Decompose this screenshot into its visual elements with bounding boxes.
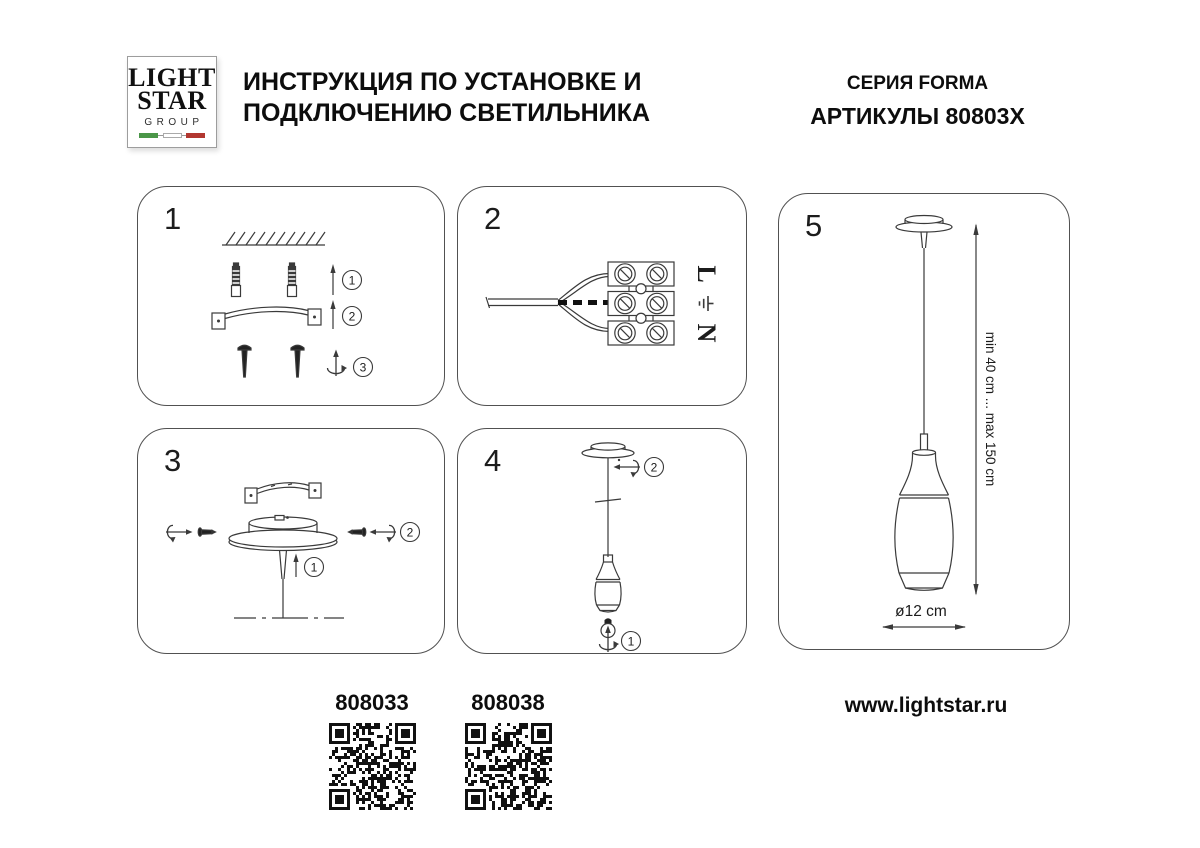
flag-green [139,133,158,138]
screw-icon [349,528,366,536]
qr-code-icon [465,723,552,810]
step-3-number: 3 [164,443,182,478]
step-4-number: 4 [484,443,502,478]
neutral-wire-label: N [692,323,721,343]
arrow-up-icon [330,300,335,329]
lamp-shade-icon [595,555,621,612]
svg-text:1: 1 [348,273,356,288]
ceiling-canopy-icon [229,516,337,551]
lightstar-logo [127,56,217,148]
articles-title: АРТИКУЛЫ 80803X [810,103,1025,129]
callout-1 [343,271,362,290]
italian-flag-icon [139,133,205,138]
logo-line-group: GROUP [144,116,204,128]
page-title-line2: ПОДКЛЮЧЕНИЮ СВЕТИЛЬНИКА [243,98,651,127]
height-dimension [973,224,998,596]
step-3-panel [137,428,445,654]
series-block [775,73,1060,130]
article-number-2: 808038 [471,690,545,715]
earth-icon [700,296,714,311]
svg-text:2: 2 [348,309,356,324]
diameter-dimension [882,603,966,630]
screw-icon [198,528,215,536]
step-2-number: 2 [484,201,502,236]
screw-rotation-icon [614,460,641,477]
suspension-cord-icon [595,458,621,557]
callout-2 [343,307,362,326]
article-number-1: 808033 [335,690,409,715]
step-1-number: 1 [164,201,182,236]
power-cable-icon [486,274,610,332]
terminal-block-icon [608,262,674,345]
screw-rotation-icon [370,525,397,542]
flag-white [163,133,182,138]
svg-text:1: 1 [627,634,635,649]
website-url: www.lightstar.ru [844,694,1008,717]
step-5-diagram [779,194,1069,649]
logo-wordmark [128,63,216,128]
step-2-panel [457,186,747,406]
svg-text:2: 2 [406,525,414,540]
suspension-cord-icon [921,248,928,451]
callout-1 [622,632,641,651]
page-title-line1: ИНСТРУКЦИЯ ПО УСТАНОВКЕ И [243,68,642,96]
lamp-shade-icon [895,450,953,591]
live-wire-label: L [692,265,721,283]
logo-line-star: STAR [137,85,207,115]
wall-anchor-icon [232,263,297,297]
ceiling-hatch-icon [222,232,325,245]
step-1-diagram [138,187,444,405]
step-4-panel [457,428,747,654]
screw-icon [238,345,304,377]
flag-red [186,133,205,138]
mounting-bracket-icon [245,483,321,503]
svg-text:1: 1 [310,560,318,575]
step-3-diagram [138,429,444,653]
callout-3 [354,358,373,377]
step-2-diagram [458,187,746,405]
qr-code-icon [329,723,416,810]
step-5-panel [778,193,1070,650]
mounting-bracket-icon [212,307,321,329]
svg-text:2: 2 [650,460,658,475]
svg-text:3: 3 [359,360,367,375]
step-5-number: 5 [805,208,823,243]
page-title [243,67,673,128]
article-block-1 [327,690,417,816]
diameter-dimension-label: ø12 cm [895,603,947,620]
screw-rotation-icon [166,525,193,542]
step-1-panel [137,186,445,406]
height-dimension-label: min 40 cm ... max 150 cm [983,331,998,487]
callout-2 [645,458,664,477]
callout-2 [401,523,420,542]
arrow-up-icon [330,264,335,295]
callout-1 [305,558,324,577]
article-block-2 [463,690,553,816]
screw-rotation-icon [328,350,348,377]
bulb-rotation-icon [600,626,620,653]
ceiling-canopy-icon [896,216,952,249]
arrow-up-icon [293,554,298,578]
logo-line-light: LIGHT [128,63,216,92]
step-4-diagram [458,429,746,653]
suspension-cord-icon [234,550,344,618]
series-name: СЕРИЯ FORMA [846,73,989,94]
